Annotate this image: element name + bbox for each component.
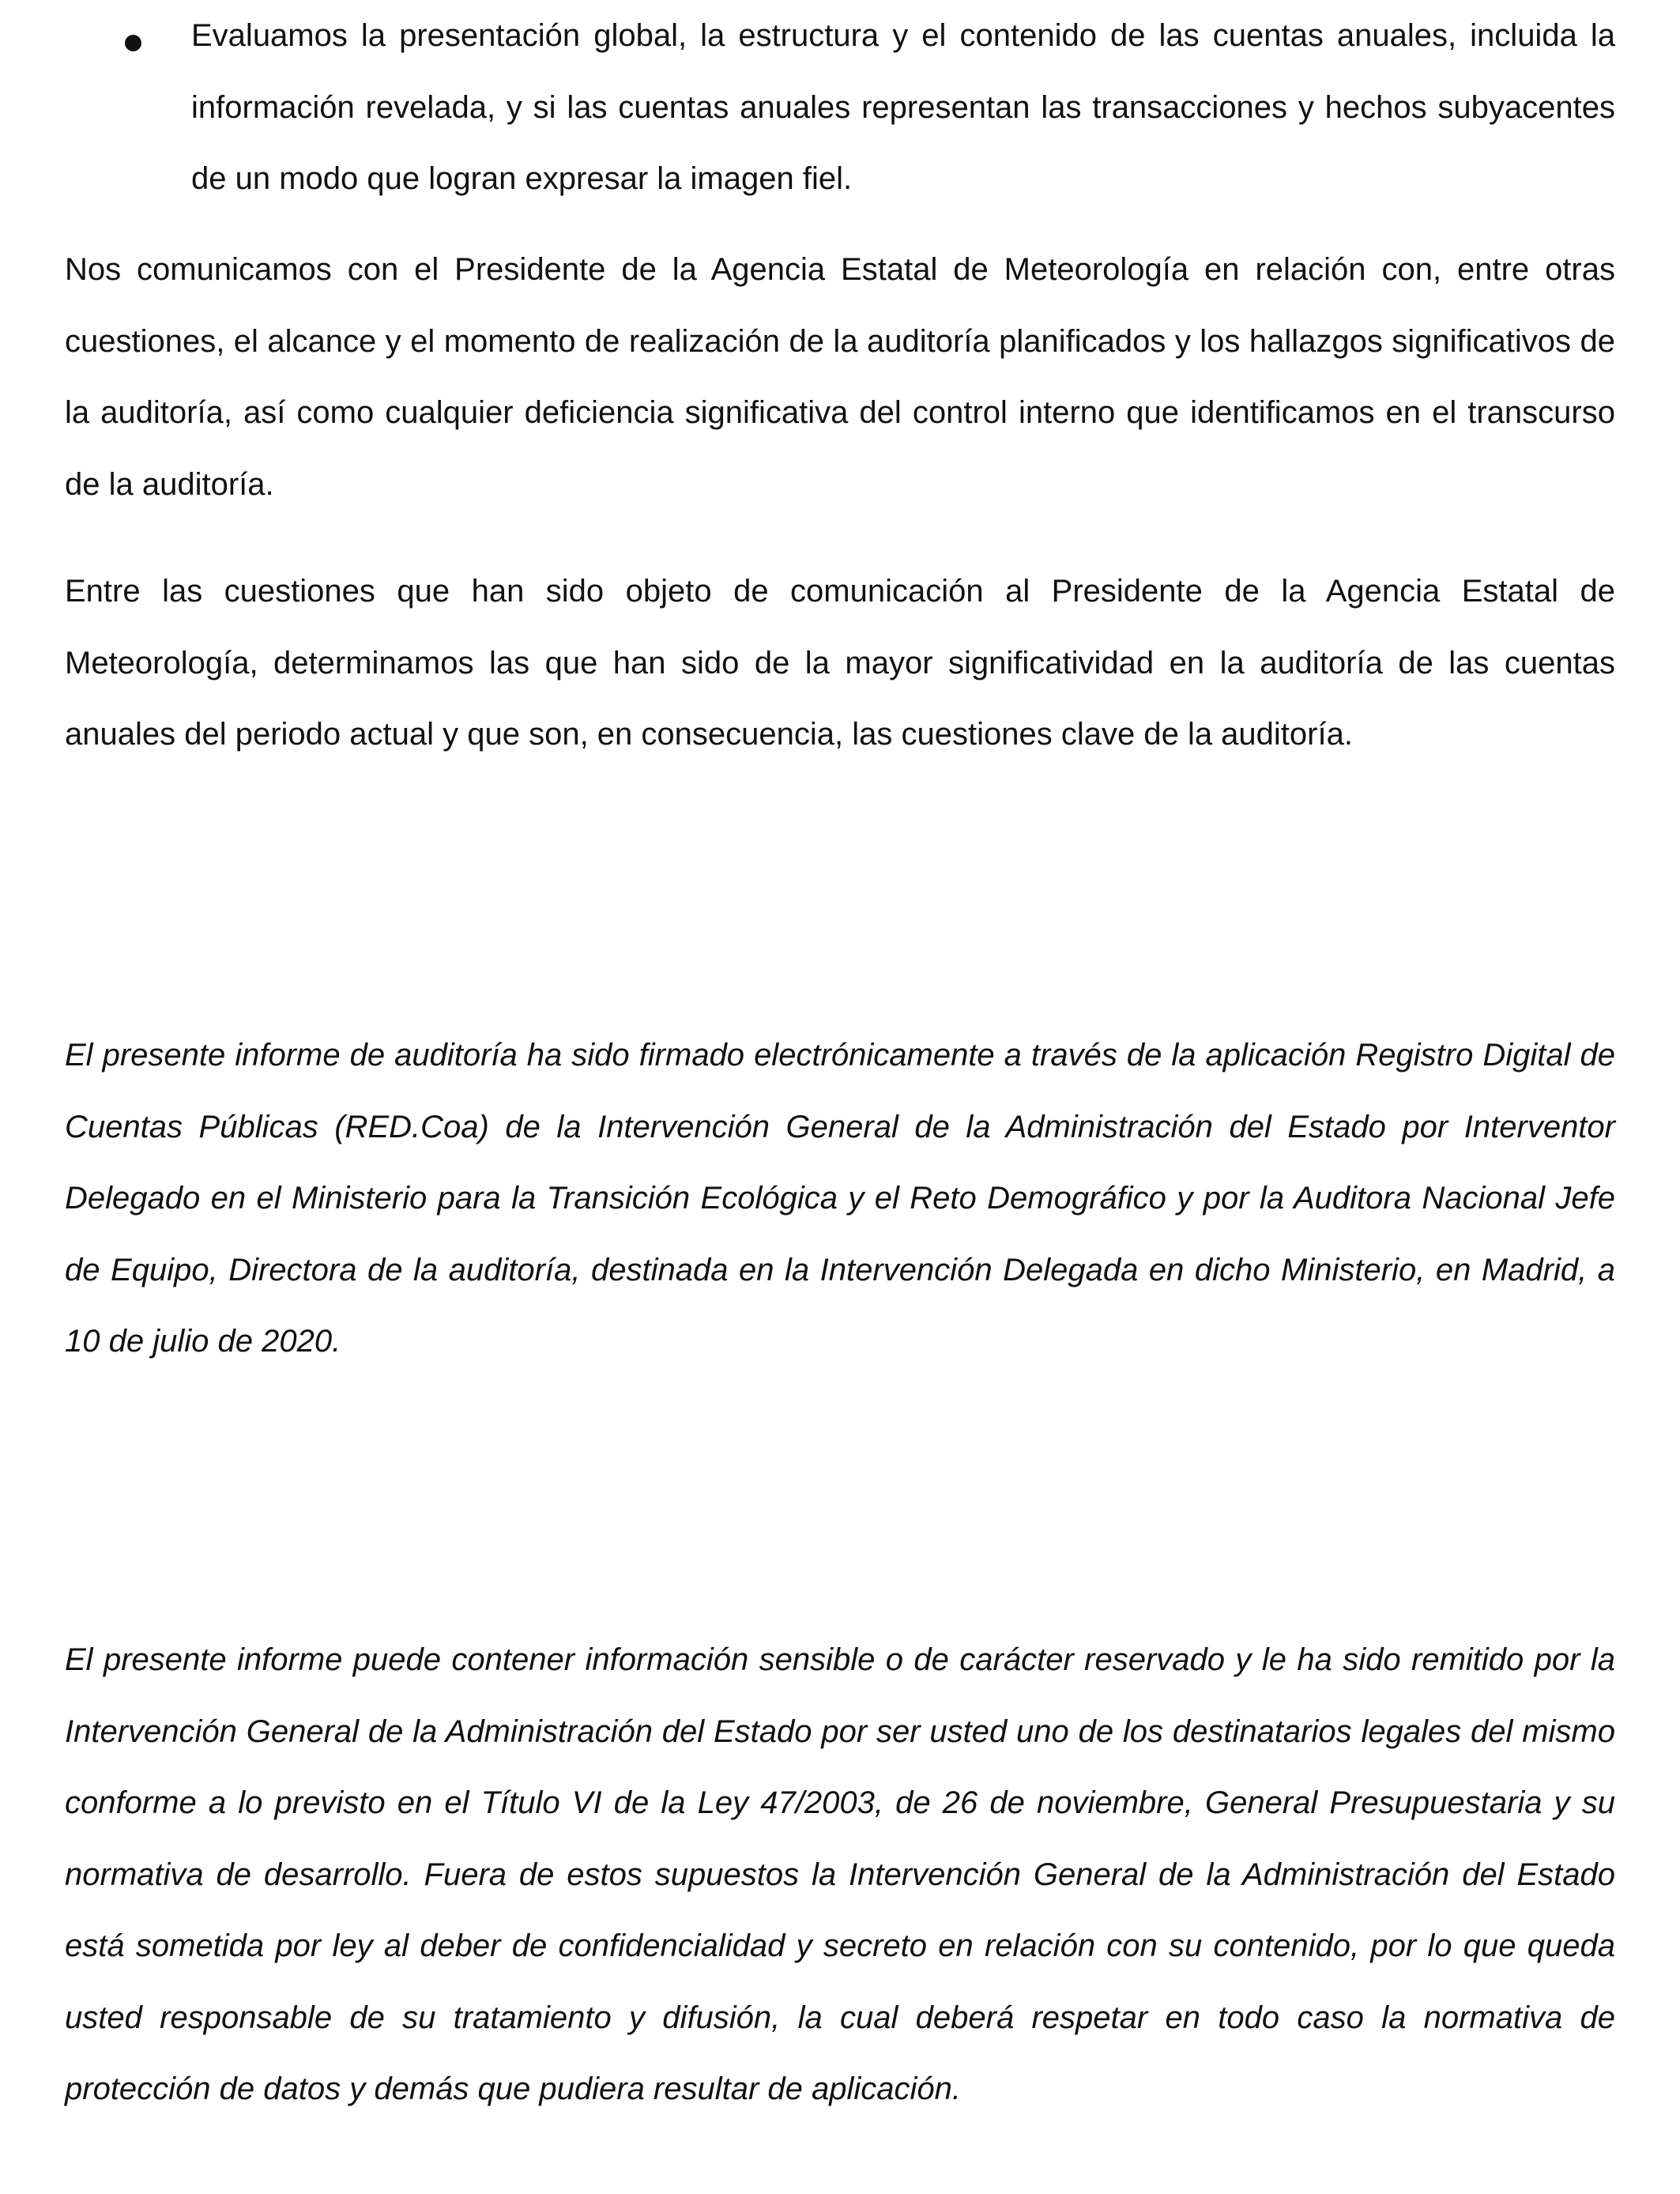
paragraph-communication: Nos comunicamos con el Presidente de la Agencia Estatal de Meteorología en relación con, entre otras cuestiones, el alcance y el momento de realización de la auditoría planificados y los hallazgos significativos de la auditoría, así como cualquier deficiencia significativa del control interno que identificamos en el transcurso de la auditoría. [65,252,1615,502]
paragraph-signature-note: El presente informe de auditoría ha sido firmado electrónicamente a través de la aplicación Registro Digital de Cuentas Públicas (RED.Coa) de la Intervención General de la Administración del Estado por Interventor Delegado en el Ministerio para la Transición Ecológica y el Reto Demográfico y por la Auditora Nacional Jefe de Equipo, Directora de la auditoría, destinada en la Intervención Delegada en dicho Ministerio, en Madrid, a 10 de julio de 2020. [65,1038,1615,1359]
bullet-item-text: Evaluamos la presentación global, la estructura y el contenido de las cuentas anuales, incluida la información revelada, y si las cuentas anuales representan las transacciones y hechos subyacentes de un modo que logran expresar la imagen fiel. [191,18,1615,196]
paragraph-confidentiality-note: El presente informe puede contener información sensible o de carácter reservado y le ha sido remitido por la Intervención General de la Administración del Estado por ser usted uno de los destinatarios legales del mismo conforme a lo previsto en el Título VI de la Ley 47/2003, de 26 de noviembre, General Presupuestaria y su normativa de desarrollo. Fuera de estos supuestos la Intervención General de la Administración del Estado está sometida por ley al deber de confidencialidad y secreto en relación con su contenido, por lo que queda usted responsable de su tratamiento y difusión, la cual deberá respetar en todo caso la normativa de protección de datos y demás que pudiera resultar de aplicación. [65,1642,1615,2106]
paragraph-key-matters: Entre las cuestiones que han sido objeto de comunicación al Presidente de la Agencia Estatal de Meteorología, determinamos las que han sido de la mayor significatividad en la auditoría de las cuentas anuales del periodo actual y que son, en consecuencia, las cuestiones clave de la auditoría. [65,574,1615,752]
bullet-point-icon [125,35,141,51]
